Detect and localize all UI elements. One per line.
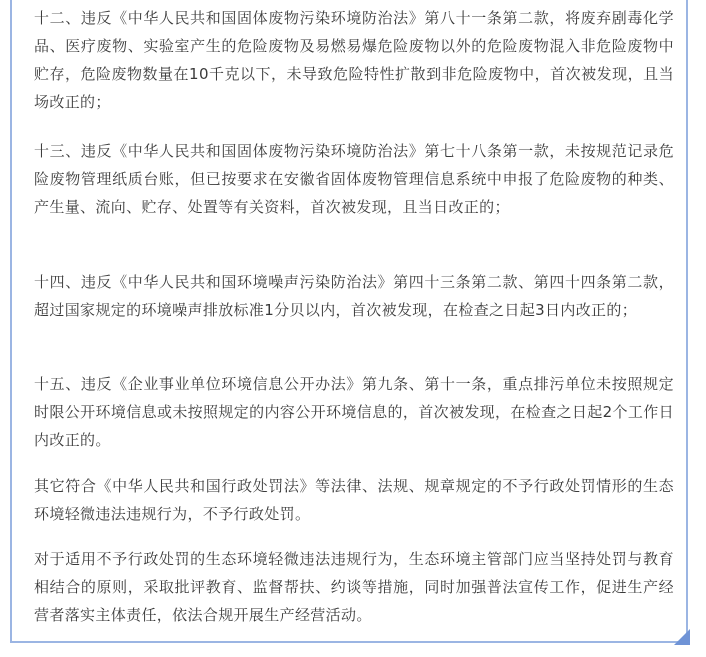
paragraph-other-cases: 其它符合《中华人民共和国行政处罚法》等法律、法规、规章规定的不予行政处罚情形的生态环境轻微违法违规行为，不予行政处罚。 xyxy=(34,477,674,523)
paragraph-item-12: 十二、违反《中华人民共和国固体废物污染环境防治法》第八十一条第二款，将废弃剧毒化学品、医疗废物、实验室产生的危险废物及易燃易爆危险废物以外的危险废物混入非危险废物中贮存，危险废物数量在10千克以下，未导致危险特性扩散到非危险废物中，首次被发现，且当场改正的； xyxy=(34,9,674,111)
paragraph-item-14: 十四、违反《中华人民共和国环境噪声污染防治法》第四十三条第二款、第四十四条第二款，超过国家规定的环境噪声排放标准1分贝以内，首次被发现，在检查之日起3日内改正的； xyxy=(34,273,674,319)
corner-accent-triangle xyxy=(674,629,690,645)
paragraph-item-13: 十三、违反《中华人民共和国固体废物污染环境防治法》第七十八条第一款，未按规范记录危险废物管理纸质台账，但已按要求在安徽省固体废物管理信息系统中申报了危险废物的种类、产生量、流向、贮存、处置等有关资料，首次被发现，且当日改正的； xyxy=(34,142,674,216)
paragraph-enforcement-principle: 对于适用不予行政处罚的生态环境轻微违法违规行为，生态环境主管部门应当坚持处罚与教育相结合的原则，采取批评教育、监督帮扶、约谈等措施，同时加强普法宣传工作，促进生产经营者落实主体责任，依法合规开展生产经营活动。 xyxy=(34,550,674,624)
paragraph-item-15: 十五、违反《企业事业单位环境信息公开办法》第九条、第十一条，重点排污单位未按照规定时限公开环境信息或未按照规定的内容公开环境信息的，首次被发现，在检查之日起2个工作日内改正的。 xyxy=(34,375,674,449)
